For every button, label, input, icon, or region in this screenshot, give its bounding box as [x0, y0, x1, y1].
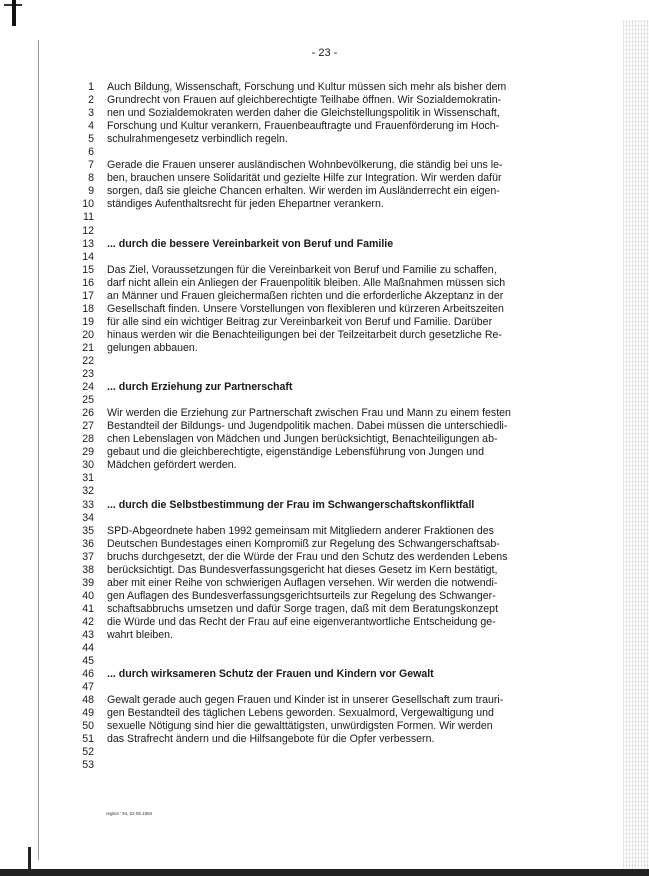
- line-number: 30: [82, 459, 94, 472]
- line-number: 10: [82, 198, 94, 211]
- line-number: 43: [82, 628, 94, 641]
- line-number: 35: [82, 524, 94, 537]
- line-number: 6: [88, 146, 94, 159]
- text-line: [0, 238, 649, 251]
- line-number: 24: [82, 381, 94, 394]
- text-line: [0, 290, 649, 303]
- text-line: [0, 146, 649, 159]
- text-line: [0, 485, 649, 498]
- line-number: 25: [82, 394, 94, 407]
- line-number: 34: [82, 511, 94, 524]
- line-number: 16: [82, 276, 94, 289]
- text-line: [0, 420, 649, 433]
- line-text: gen Bestandteil des täglichen Lebens geworden. Sexualmord, Vergewaltigung und: [107, 707, 494, 720]
- text-line: [0, 642, 649, 655]
- line-number: 17: [82, 289, 94, 302]
- line-number: 26: [82, 407, 94, 420]
- text-line: [0, 185, 649, 198]
- text-line: [0, 655, 649, 668]
- line-text: Wir werden die Erziehung zur Partnerschaft zwischen Frau und Mann zu einem festen: [107, 407, 511, 420]
- line-number: 15: [82, 263, 94, 276]
- line-text: für alle sind ein wichtiger Beitrag zur Vereinbarkeit von Beruf und Familie. Darüber: [107, 315, 493, 328]
- line-number: 49: [82, 707, 94, 720]
- line-number: 46: [82, 668, 94, 681]
- line-number: 4: [88, 120, 94, 133]
- line-number: 51: [82, 733, 94, 746]
- text-line: [0, 394, 649, 407]
- section-heading: ... durch Erziehung zur Partnerschaft: [107, 381, 293, 394]
- line-number: 7: [88, 159, 94, 172]
- line-text: nen und Sozialdemokraten werden daher die Gleichstellungspolitik in Wissenschaft,: [107, 107, 500, 120]
- line-text: gebaut und die gleichberechtigte, eigenständige Lebensführung von Jungen und: [107, 446, 484, 459]
- line-text: sorgen, daß sie gleiche Chancen erhalten. Wir werden im Ausländerrecht ein eigen-: [107, 185, 500, 198]
- text-line: [0, 733, 649, 746]
- line-text: bruchs durchgesetzt, der die Würde der Frau und den Schutz des werdenden Lebens: [107, 550, 508, 563]
- text-line: [0, 355, 649, 368]
- line-number: 33: [82, 498, 94, 511]
- text-line: [0, 251, 649, 264]
- text-line: [0, 459, 649, 472]
- section-heading: ... durch die bessere Vereinbarkeit von Beruf und Familie: [107, 237, 394, 250]
- line-text: an Männer und Frauen gleichermaßen richten und die erforderliche Akzeptanz in der: [107, 289, 504, 302]
- line-text: Das Ziel, Voraussetzungen für die Vereinbarkeit von Beruf und Familie zu schaffen,: [107, 263, 497, 276]
- text-line: [0, 342, 649, 355]
- line-number: 38: [82, 563, 94, 576]
- text-line: [0, 472, 649, 485]
- text-line: [0, 159, 649, 172]
- text-line: [0, 94, 649, 107]
- scan-artifact: [12, 0, 16, 26]
- line-number: 45: [82, 655, 94, 668]
- line-text: wahrt bleiben.: [107, 628, 173, 641]
- text-line: [0, 81, 649, 94]
- text-line: [0, 681, 649, 694]
- line-text: chen Lebenslagen von Mädchen und Jungen berücksichtigt, Benachteiligungen ab-: [107, 433, 498, 446]
- line-number: 1: [88, 81, 94, 93]
- text-line: [0, 577, 649, 590]
- text-line: [0, 499, 649, 512]
- line-text: die Würde und das Recht der Frau auf eine eigenverantwortliche Entscheidung ge-: [107, 615, 496, 628]
- line-number: 3: [88, 107, 94, 120]
- line-number: 53: [82, 759, 94, 772]
- text-line: [0, 433, 649, 446]
- text-line: [0, 368, 649, 381]
- text-line: [0, 133, 649, 146]
- scan-artifact: [0, 869, 649, 876]
- line-number: 8: [88, 172, 94, 185]
- text-line: [0, 172, 649, 185]
- line-text: ben, brauchen unsere Solidarität und gezielte Hilfe zur Integration. Wir werden dafür: [107, 172, 502, 185]
- line-number: 50: [82, 720, 94, 733]
- text-line: [0, 720, 649, 733]
- line-number: 42: [82, 615, 94, 628]
- line-text: sexuelle Nötigung sind hier die gewalttätigsten, unwürdigsten Formen. Wir werden: [107, 720, 493, 733]
- line-text: Gewalt gerade auch gegen Frauen und Kinder ist in unserer Gesellschaft zum trauri-: [107, 694, 504, 707]
- line-number: 27: [82, 420, 94, 433]
- line-text: Gesellschaft finden. Unsere Vorstellungen von flexibleren und kürzeren Arbeitszeiten: [107, 302, 504, 315]
- text-line: [0, 707, 649, 720]
- line-number: 47: [82, 681, 94, 694]
- text-line: [0, 316, 649, 329]
- line-number: 2: [88, 94, 94, 107]
- footer-note: regbot ' 94, 02.05.1994: [106, 811, 153, 816]
- line-text: hinaus werden wir die Benachteiligungen bei der Teilzeitarbeit durch gesetzliche Re-: [107, 328, 502, 341]
- line-text: Grundrecht von Frauen auf gleichberechtigte Teilhabe öffnen. Wir Sozialdemokratin-: [107, 94, 502, 107]
- text-line: [0, 551, 649, 564]
- line-number: 31: [82, 472, 94, 485]
- text-line: [0, 107, 649, 120]
- page-number: - 23 -: [311, 47, 338, 59]
- text-line: [0, 590, 649, 603]
- line-number: 28: [82, 433, 94, 446]
- text-line: [0, 538, 649, 551]
- line-number: 12: [82, 224, 94, 237]
- line-text: gen Auflagen des Bundesverfassungsgerichtsurteils zur Regelung des Schwanger-: [107, 589, 496, 602]
- line-text: berücksichtigt. Das Bundesverfassungsgericht hat dieses Gesetz im Kern bestätigt,: [107, 563, 498, 576]
- text-line: [0, 512, 649, 525]
- line-text: Mädchen gefördert werden.: [107, 459, 237, 472]
- text-line: [0, 746, 649, 759]
- text-line: [0, 198, 649, 211]
- text-line: [0, 603, 649, 616]
- text-line: [0, 525, 649, 538]
- text-line: [0, 303, 649, 316]
- text-line: [0, 629, 649, 642]
- text-line: [0, 759, 649, 772]
- line-text: Bestandteil der Bildungs- und Jugendpolitik machen. Dabei müssen die unterschiedli-: [107, 420, 508, 433]
- line-text: ständiges Aufenthaltsrecht für jeden Ehepartner verankern.: [107, 198, 384, 211]
- line-number: 18: [82, 302, 94, 315]
- line-number: 20: [82, 328, 94, 341]
- line-text: darf nicht allein ein Anliegen der Frauenpolitik bleiben. Alle Maßnahmen müssen sich: [107, 276, 506, 289]
- text-line: [0, 264, 649, 277]
- line-text: Forschung und Kultur verankern, Frauenbeauftragte und Frauenförderung im Hoch-: [107, 120, 500, 133]
- line-number: 9: [88, 185, 94, 198]
- line-number: 52: [82, 746, 94, 759]
- line-text: schulrahmengesetz verbindlich regeln.: [107, 133, 288, 146]
- numbered-text-body: [0, 81, 649, 772]
- line-number: 41: [82, 602, 94, 615]
- text-line: [0, 616, 649, 629]
- line-text: SPD-Abgeordnete haben 1992 gemeinsam mit Mitgliedern anderer Fraktionen des: [107, 524, 494, 537]
- line-number: 39: [82, 576, 94, 589]
- line-number: 44: [82, 642, 94, 655]
- text-line: [0, 694, 649, 707]
- line-number: 13: [82, 237, 94, 250]
- text-line: [0, 120, 649, 133]
- text-line: [0, 381, 649, 394]
- line-text: Deutschen Bundestages einen Kompromiß zur Regelung des Schwangerschaftsab-: [107, 537, 500, 550]
- line-number: 36: [82, 537, 94, 550]
- line-text: Auch Bildung, Wissenschaft, Forschung und Kultur müssen sich mehr als bisher dem: [107, 81, 507, 93]
- section-heading: ... durch die Selbstbestimmung der Frau im Schwangerschaftskonfliktfall: [107, 498, 475, 511]
- line-text: gelungen abbauen.: [107, 341, 198, 354]
- line-number: 23: [82, 368, 94, 381]
- text-line: [0, 446, 649, 459]
- line-number: 11: [83, 211, 94, 224]
- line-number: 29: [82, 446, 94, 459]
- line-text: Gerade die Frauen unserer ausländischen Wohnbevölkerung, die ständig bei uns le-: [107, 159, 503, 172]
- line-number: 32: [82, 485, 94, 498]
- scan-artifact: [28, 847, 31, 869]
- line-number: 21: [82, 341, 94, 354]
- line-number: 37: [82, 550, 94, 563]
- line-number: 14: [82, 250, 94, 263]
- line-number: 5: [88, 133, 94, 146]
- line-number: 22: [82, 354, 94, 367]
- line-number: 40: [82, 589, 94, 602]
- text-line: [0, 211, 649, 224]
- line-text: das Strafrecht ändern und die Hilfsangebote für die Opfer verbessern.: [107, 733, 435, 746]
- line-number: 48: [82, 694, 94, 707]
- text-line: [0, 564, 649, 577]
- line-number: 19: [82, 315, 94, 328]
- section-heading: ... durch wirksameren Schutz der Frauen und Kindern vor Gewalt: [107, 668, 434, 681]
- line-text: aber mit einer Reihe von schwierigen Auflagen versehen. Wir werden die notwendi-: [107, 576, 498, 589]
- text-line: [0, 668, 649, 681]
- text-line: [0, 277, 649, 290]
- text-line: [0, 225, 649, 238]
- text-line: [0, 407, 649, 420]
- line-text: schaftsabbruchs umsetzen und dafür Sorge tragen, daß mit dem Beratungskonzept: [107, 602, 499, 615]
- text-line: [0, 329, 649, 342]
